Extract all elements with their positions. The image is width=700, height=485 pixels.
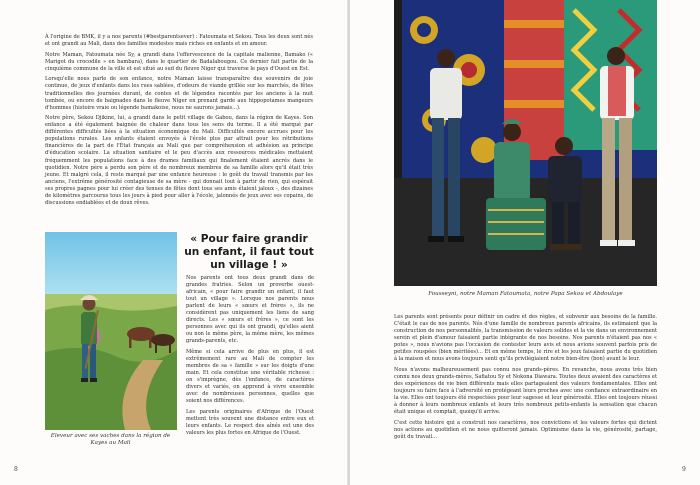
right-body-text [394, 314, 657, 445]
family-portrait-illustration [394, 0, 657, 286]
column-paragraph: Les parents originaires d'Afrique de l'Ouest mettent très souvent une distance entre eux et leurs enfants. Le respect des aînés est une des valeurs les plus fortes en Afrique de l'Ouest. [186, 409, 314, 437]
page-number-left: 8 [14, 466, 18, 473]
family-caption: Fousseyni, notre Maman Fatoumata, notre Papa Sekou et Abdoulaye [428, 291, 623, 297]
photo-caption: Eleveur avec ses vaches dans la région de Kayes au Mali [50, 433, 171, 447]
intro-paragraph: Lorsqu'elle nous parle de son enfance, notre Maman laisse transparaître des souvenirs de joie continue, de jeux d'enfants dans les rues sablées, d'odeurs de viande grillée sur les marchés, de fêtes traditionnelles des journées durant, de contes et de légendes racontés par les anciens à la nuit tombée, ou encore de baignades dans le fleuve Niger en prenant garde aux hippopotames mangeurs d'hommes (histoire vraie ou légende bamakoise, nous ne saurons jamais...). [45, 76, 313, 111]
left-page [0, 0, 348, 485]
family-photo [394, 0, 657, 286]
column-text [186, 275, 314, 441]
body-paragraph: Les parents sont présents pour définir un cadre et des règles, et subvenir aux besoins de la famille. C'était le cas de nos parents. Nés d'une famille de nombreux parents africains, ils estimaient que la construction de nos personnalités, la transmission de valeurs solides et la vie dans un environnement serein et plein d'amour faisaient partie intégrante de nos besoins. Nos parents n'étaient pas nos « potes », nous n'avions pas l'occasion de contester leurs avis et nous avions souvent parfois pris de petites rouspées (bien méritées)... Et en même temps, le rire et les jeux faisaient partie du quotidien à la maison et nous avons toujours senti qu'ils privilégiaient notre bien-être (bon) avant le leur. [394, 314, 657, 363]
column-paragraph: Même si cela arrive de plus en plus, il est extrêmement rare au Mali de compter les membres de sa « famille » sur les doigts d'une main. Et cela constitue une véritable richesse : on s'imprègne, dès l'enfance, de caractères divers et variés, on apprend à vivre ensemble avec de nombreuses personnes, quelles que soient nos différences. [186, 349, 314, 405]
body-paragraph: Nous n'avons malheureusement pas connu nos grands-pères. En revanche, nous avons très bien connu nos deux grands-mères, Safiatou Sy et Nokona Diawara. Toutes deux avaient des caractères et des expériences de vie bien différents mais elles partageaient des valeurs fondamentales. Elles ont toujours su faire face à l'adversité en protégeant leurs proches avec une confiance extraordinaire en la vie. Elles ont toujours été respectées pour leur sagesse et leur générosité. Elles ont toujours réussi à donner à leurs nombreux enfants et leurs très nombreux petits-enfants la sensation que chacun était unique et comptait, quoiqu'il arrive. [394, 366, 657, 416]
column-paragraph: Nos parents ont tous deux grandi dans de grandes fratries. Selon un proverbe ouest-africain, « pour faire grandir un enfant, il faut tout un village ». Lorsque nos parents nous parlent de leurs « sœurs et frères », ils ne considèrent pas uniquement les liens de sang directs. Les « sœurs et frères », ce sont les personnes avec qui ils ont grandi, qu'elles aient ou non le même père, la même mère, les mêmes grands-parents, etc. [186, 275, 314, 345]
herder-photo [45, 232, 177, 430]
right-page [350, 0, 700, 485]
intro-paragraph: Notre Maman, Fatoumata née Sy, a grandi dans l'effervescence de la capitale malienne, Bamako (« Marigot du crocodile » en bambara), dans le quartier de Badalabougou. Ce dernier fait partie de la cinquième commune de la ville et est situé au sud du fleuve Niger qui traverse le pays d'Ouest en Est. [45, 51, 313, 72]
herder-illustration [45, 232, 177, 430]
page-number-right: 9 [682, 466, 686, 473]
intro-paragraph: À l'origine de BMK, il y a nos parents (#bestparentsever) : Fatoumata et Sekou. Tous les deux sont nés et ont grandi au Mali, dans des familles modestes mais riches en enfants et en amour. [45, 34, 313, 48]
body-paragraph: C'est cette histoire qui a construit nos caractères, nos convictions et les valeurs fortes qui dictent nos actions au quotidien et ne nous quitteront jamais. Optimisme dans la vie, générosité, partage, goût du travail... [394, 419, 657, 440]
pull-quote: « Pour faire grandir un enfant, il faut tout un village ! » [184, 233, 314, 272]
intro-paragraph: Notre père, Sekou Djikine, lui, a grandi dans le petit village de Gabou, dans la région de Kayes. Son enfance a été également baignée de chaleur dans tous les sens du terme. Il a été marqué par différentes difficultés liées à la situation économique du Mali. Difficultés encore accrues pour les populations rurales. Les enfants étaient envoyés à l'école plus par attrait pour les rétributions financières de la part de l'État français au Mali que par compréhension et adhésion au principe d'éducation scolaire. La situation sanitaire et le peu d'accès aux ressources médicales mettaient fréquemment les populations face à des drames familiaux qui finalement étaient ancrés dans le quotidien. Notre père a perdu son père et de nombreux membres de sa famille alors qu'il était très jeune. Et malgré cela, il reste marqué par une enfance heureuse : le goût du travail transmis par les anciens, l'extrême générosité contagieuse de sa mère - qui donnait tout à partir de rien, qui espérait ses propres pagnes pour lui créer des tenues de fêtes dont tous ses amis étaient jaloux -, des dizaines de kilomètres parcourus tous les jours à pied pour aller à l'école, jalonnés de jeux avec ses copains, de discussions endiablées et de doux rêves. [45, 115, 313, 206]
intro-text [45, 34, 313, 210]
